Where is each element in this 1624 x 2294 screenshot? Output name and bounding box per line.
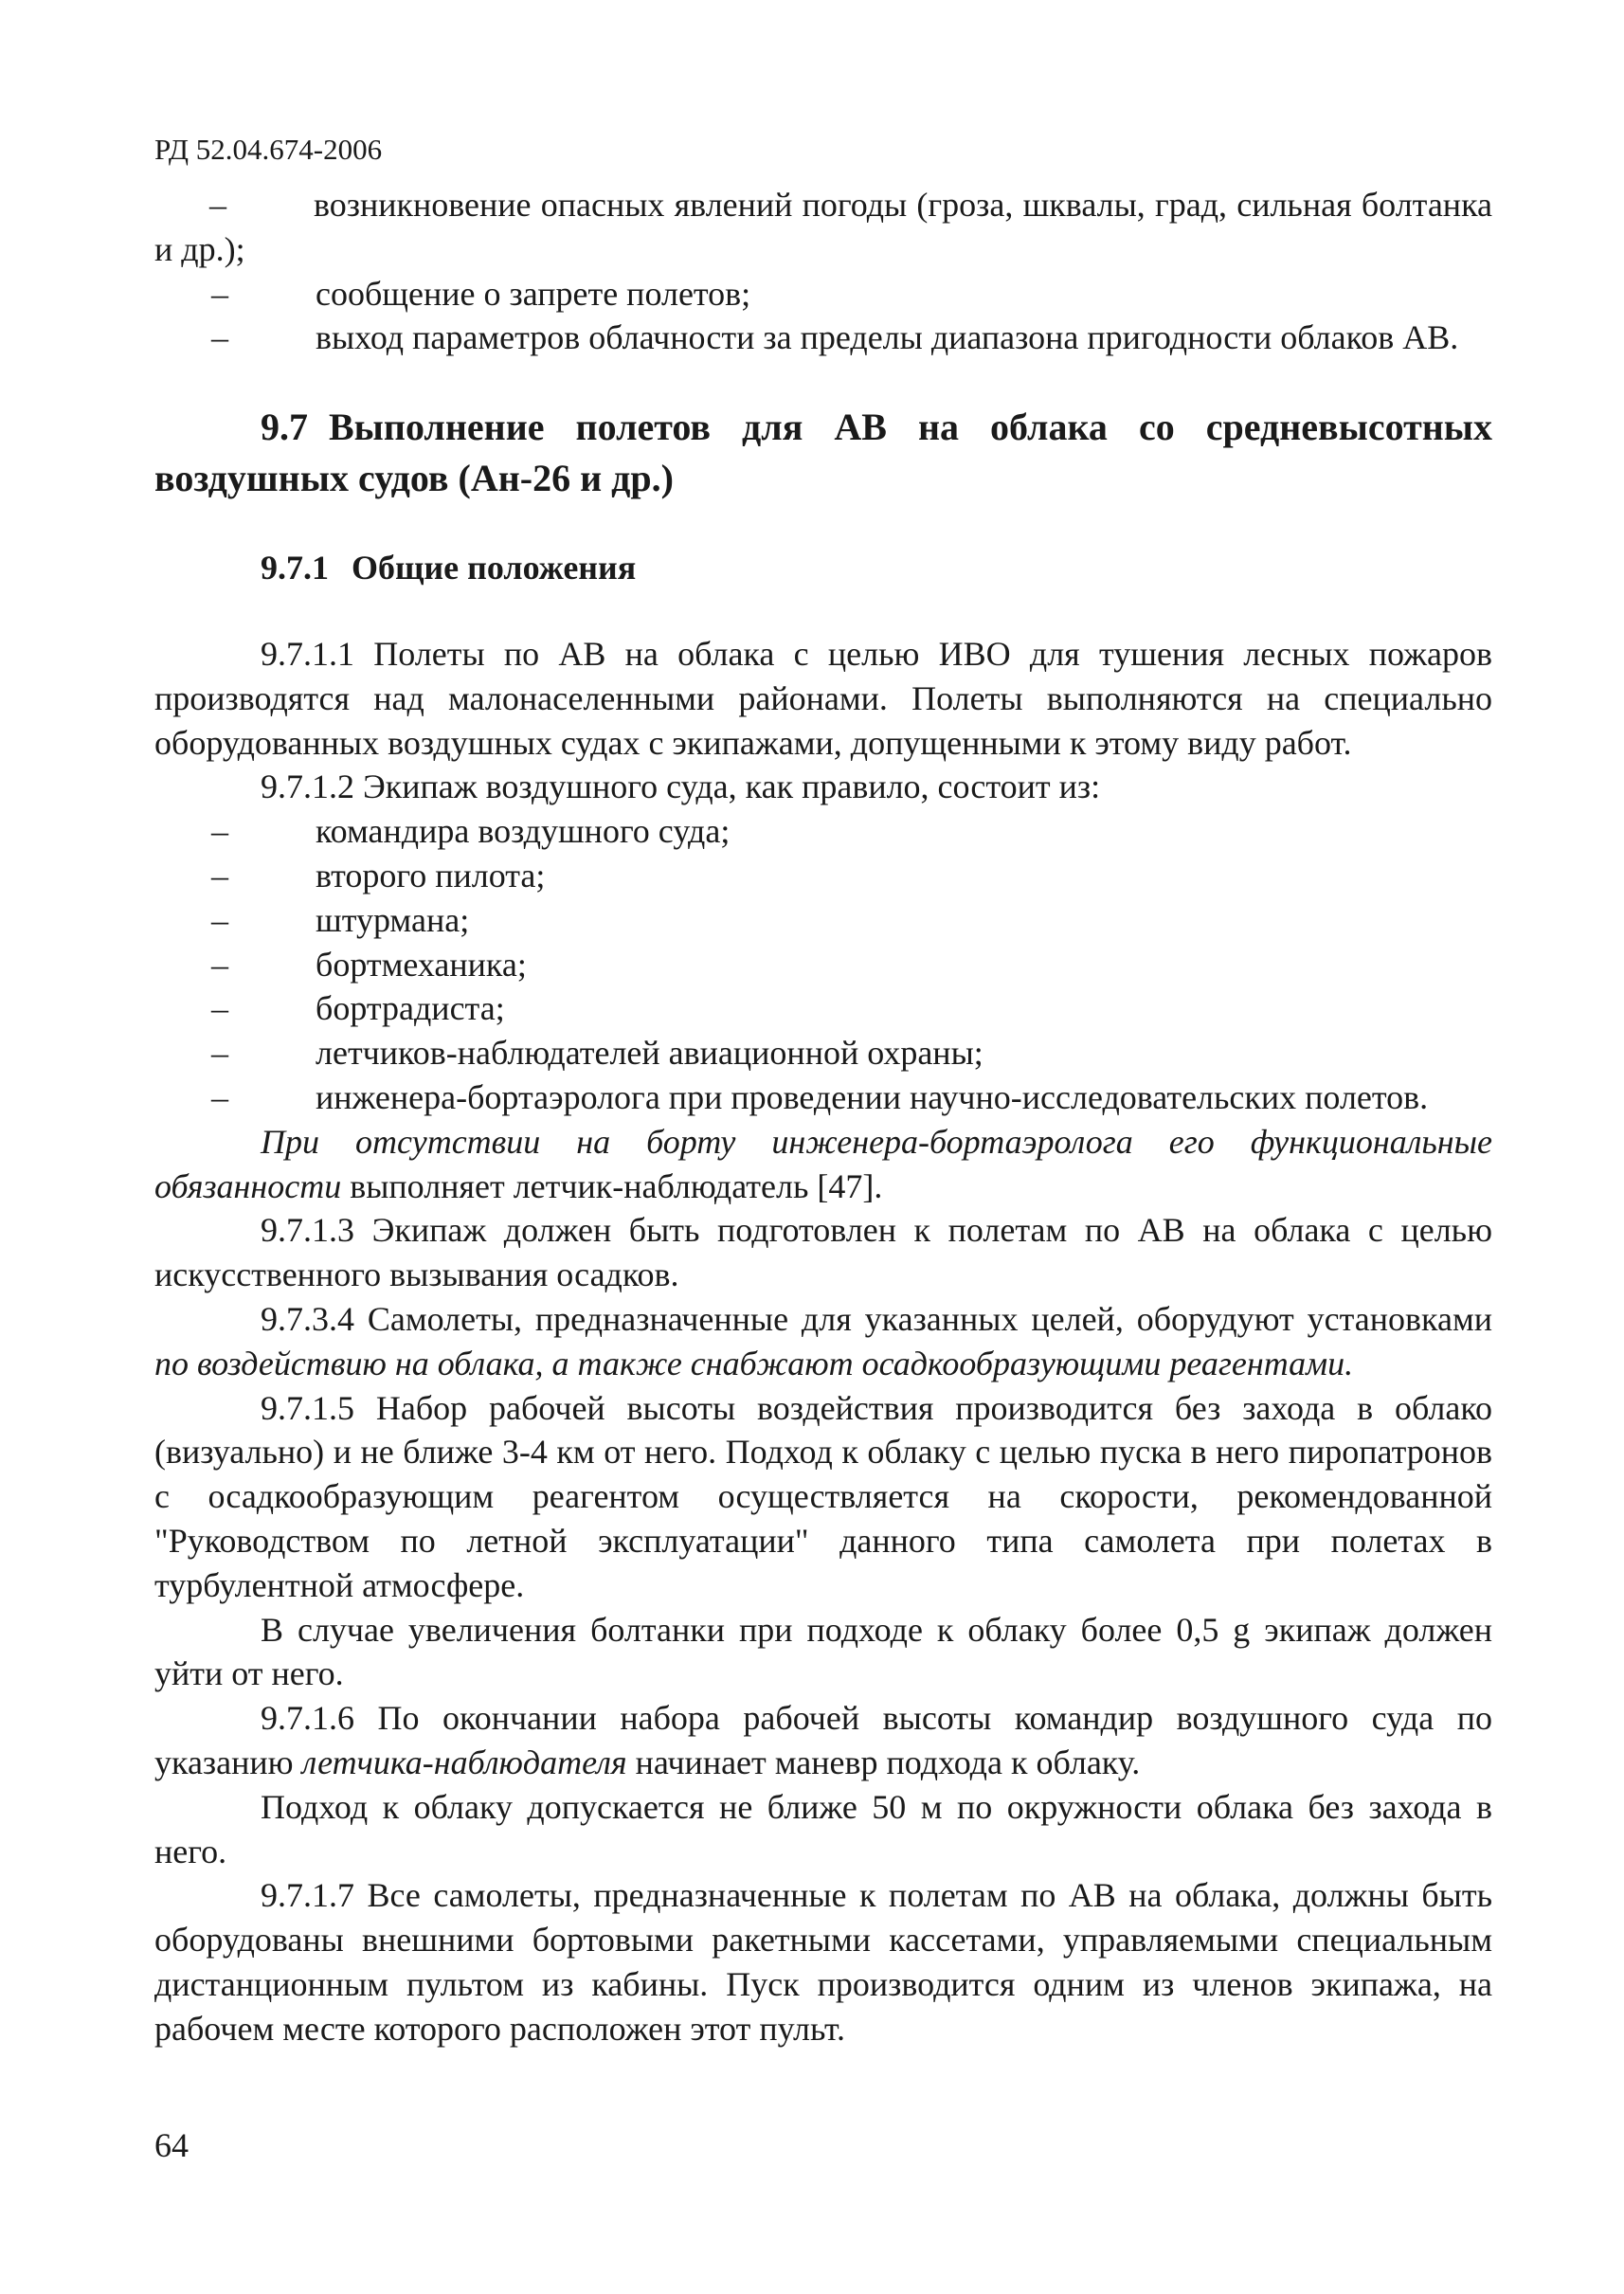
- paragraph-9-7-1-7: 9.7.1.7 Все самолеты, предназначенные к полетам по АВ на облака, должны быть оборудованы внешними бортовыми ракетными кассетами, управляемыми специальным дистанционным пультом из кабины. Пуск производится одним из членов экипажа, на рабочем месте которого расположен этот пульт.: [154, 1876, 1492, 2048]
- subsection-heading: [154, 546, 1492, 590]
- dash-marker: –: [211, 989, 228, 1028]
- dash-marker: –: [211, 1034, 228, 1073]
- lead-list-item: – выход параметров облачности за пределы диапазона пригодности облаков АВ.: [154, 316, 1492, 360]
- section-heading: [154, 402, 1492, 504]
- dash-marker: –: [211, 856, 228, 894]
- paragraph-9-7-1-1: 9.7.1.1 Полеты по АВ на облака с целью ИВО для тушения лесных пожаров производятся над малонаселенными районами. Полеты выполняются на специально оборудованных воздушных судах с экипажами, допущенными к этому виду работ.: [154, 634, 1492, 762]
- lead-list-item: – сообщение о запрете полетов;: [154, 272, 1492, 316]
- body-text: [154, 183, 1492, 2050]
- section-title: Выполнение полетов для АВ на облака со средневысотных воздушных судов (Ан-26 и др.): [154, 406, 1492, 500]
- paragraph-9-7-1-2: 9.7.1.2 Экипаж воздушного суда, как правило, состоит из:: [261, 768, 1101, 806]
- page-number: 64: [154, 2126, 189, 2164]
- paragraph-turbulence: В случае увеличения болтанки при подходе к облаку более 0,5 g экипаж должен уйти от него.: [154, 1610, 1492, 1693]
- paragraph-9-7-3-4: 9.7.3.4 Самолеты, предназначенные для указанных целей, оборудуют установками по воздействию на облака, а также снабжают осадкообразующими реагентами.: [154, 1299, 1492, 1382]
- paragraph-crew-note: При отсутствии на борту инженера-бортаэролога его функциональные обязанности выполняет летчик-наблюдатель [47].: [154, 1122, 1492, 1205]
- paragraph-9-7-1-5: 9.7.1.5 Набор рабочей высоты воздействия производится без захода в облако (визуально) и не ближе 3-4 км от него. Подход к облаку с целью пуска в него пиропатронов с осадкообразующим реагентом осуществляется на скорости, рекомендованной "Руководством по летной эксплуатации" данного типа самолета при полетах в турбулентной атмосфере.: [154, 1388, 1492, 1604]
- crew-list-item: – летчиков-наблюдателей авиационной охраны;: [154, 1031, 1492, 1075]
- dash-marker: –: [211, 945, 228, 984]
- dash-marker: –: [211, 1077, 228, 1116]
- subsection-number: 9.7.1: [261, 549, 329, 587]
- crew-list-item: – командира воздушного суда;: [154, 809, 1492, 854]
- dash-marker: –: [211, 900, 228, 939]
- dash-marker: –: [209, 186, 226, 224]
- document-code: РД 52.04.674-2006: [154, 133, 383, 166]
- subsection-title: Общие положения: [352, 549, 637, 587]
- crew-list-item: – бортрадиста;: [154, 986, 1492, 1031]
- dash-marker: –: [211, 274, 228, 313]
- paragraph-9-7-1-3: 9.7.1.3 Экипаж должен быть подготовлен к полетам по АВ на облака с целью искусственного вызывания осадков.: [154, 1211, 1492, 1294]
- crew-list-item: – инженера-бортаэролога при проведении научно-исследовательских полетов.: [154, 1075, 1492, 1120]
- lead-list-item: – возникновение опасных явлений погоды (гроза, шквалы, град, сильная болтанка и др.);: [154, 183, 1492, 272]
- section-number: 9.7: [261, 406, 308, 449]
- paragraph-approach: Подход к облаку допускается не ближе 50 м по окружности облака без захода в него.: [154, 1787, 1492, 1870]
- paragraph-9-7-1-6: 9.7.1.6 По окончании набора рабочей высоты командир воздушного суда по указанию летчика-наблюдателя начинает маневр подхода к облаку.: [154, 1699, 1492, 1781]
- crew-list-item: – второго пилота;: [154, 854, 1492, 898]
- dash-marker: –: [211, 318, 228, 357]
- crew-list-item: – бортмеханика;: [154, 943, 1492, 987]
- dash-marker: –: [211, 812, 228, 851]
- crew-list-item: – штурмана;: [154, 898, 1492, 943]
